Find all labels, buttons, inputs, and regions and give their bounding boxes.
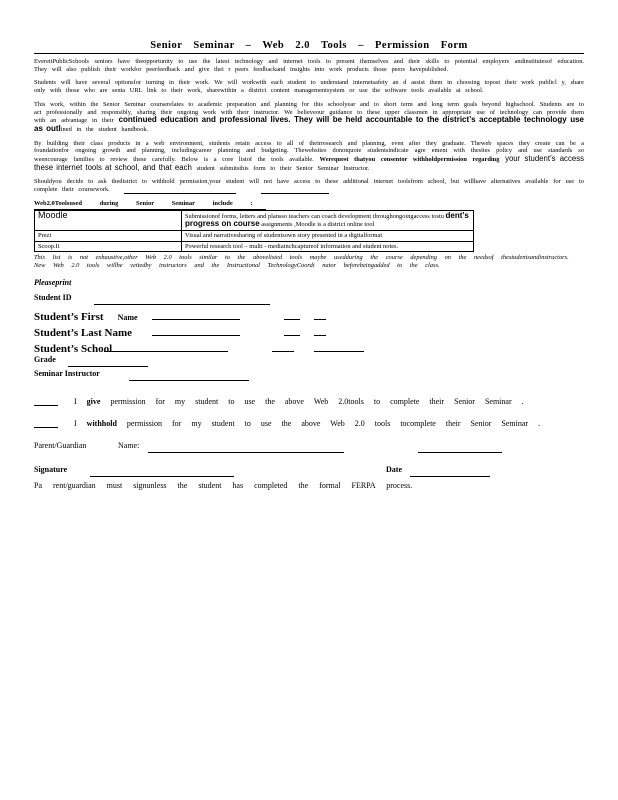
withhold-pronoun: I [74, 418, 77, 428]
blank-line [261, 193, 329, 194]
grade-field[interactable] [68, 366, 148, 367]
tools-heading: Web2.0Toolsused during Senior Seminar include : [34, 200, 266, 210]
last-name-field[interactable] [152, 335, 240, 336]
tool-description [182, 210, 474, 230]
first-name-label-small: Name [117, 312, 138, 322]
first-name-field[interactable] [152, 319, 240, 320]
give-permission-checkbox[interactable] [34, 405, 58, 406]
student-id-label: Student ID [34, 292, 72, 302]
table-row [35, 210, 474, 230]
student-id-row [34, 293, 584, 307]
table-row [35, 231, 474, 242]
withhold-label: withhold [86, 418, 117, 428]
school-label: Student’s School [34, 342, 113, 355]
signature-field[interactable] [90, 476, 234, 477]
disclaimer: This list is not exhaustive,other Web 2.0 tools similar to the abovelisted tools maybe usedduring the course depending on the needsof thestudentsandinstructors. New Web 2.0 tools willbe vettedby instructors and the Instructional TechnologyCoordi nator beforebeingadded to the class. [34, 254, 569, 269]
web-environment-text: By building their class products in a web environment, students retain access to all of theirresearch and planning, even after they graduate. Theweb spaces they create can be a foundationfor ongoing growth and planning, includingcareer planning and budgeting. Thewebsites donotquote studentsindicate agre ement with thesites policy and use standards so weencourage families to review these carefully. Below is a core listof the tools available. [34, 139, 584, 164]
tool-description-text: Submissionof forms, letters and plansso teachers can coach development throughongoingaccess tostu [185, 212, 444, 220]
withhold-paragraph-text: Shouldyou decide to ask thedistrict to withhold permission,your student will not have access to these additional internet toolsfrom school, but willhave alternatives available for use to complete their coursework. [34, 178, 584, 194]
first-name-label: Student’s First [34, 310, 104, 323]
seminar-paragraph-text: This work, within the Senior Seminar courserelates to academic preparation and planning for this schoolyear and to short term and long term goals beyond highschool. Students are to act professionally and responsibly, sharing their ongoing work with their instructor. We believeour guidance to these upper classmen in appropriate use of technology can provide them with an advantage in their [34, 100, 584, 125]
date-label: Date [386, 464, 402, 474]
tool-name: Prezi [35, 231, 182, 242]
grade-label: Grade [34, 354, 56, 364]
instructor-field[interactable] [129, 380, 249, 381]
page-title: Senior Seminar – Web 2.0 Tools – Permission Form [150, 40, 468, 51]
please-print-label: Pleaseprint [34, 277, 72, 287]
blank-line [314, 319, 326, 320]
student-id-field[interactable] [94, 304, 270, 305]
grade-row [34, 355, 584, 369]
parent-name-field[interactable] [148, 452, 344, 453]
instructor-label: Seminar Instructor [34, 368, 100, 378]
parent-guardian-label: Parent/Guardian [34, 440, 87, 450]
consent-request-text: Werequest thatyou consentor withholdpermission regarding [319, 156, 500, 164]
blank-line [284, 335, 300, 336]
signature-label: Signature [34, 464, 68, 474]
blank-line [314, 335, 326, 336]
give-pronoun: I [74, 396, 77, 406]
tool-name: Scoop.It [35, 241, 182, 252]
last-name-row [34, 323, 584, 339]
signature-row [34, 465, 584, 481]
blank-line [124, 193, 236, 194]
parent-name-label: Name: [118, 440, 140, 450]
tool-description: Powerful research tool – multi - mediainchcaptureof information and student notes. [182, 241, 474, 252]
give-label: give [86, 396, 101, 406]
withhold-permission-text: permission for my student to use the above Web 2.0 tools tocomplete their Senior Seminar . [126, 418, 541, 428]
seminar-paragraph-end: ined in the student handbook. [60, 125, 149, 133]
table-row [35, 241, 474, 252]
web-environment-paragraph [34, 140, 584, 173]
give-permission-text: permission for my student to use the above Web 2.0tools to complete their Senior Seminar . [110, 396, 524, 406]
blank-line [284, 319, 300, 320]
access-text: your student’s access these internet tools at school, and that each [34, 154, 584, 172]
tool-description-emphasis: dent’s progress on course [185, 210, 469, 229]
withhold-paragraph [34, 178, 584, 193]
tools-table [34, 210, 474, 252]
withhold-permission-row [34, 419, 584, 441]
tool-name: Moodle [35, 210, 182, 230]
school-row [34, 339, 584, 355]
tool-description-text: assignments ,Moodle is a district online tool [261, 221, 375, 229]
intro-paragraph: EverettPublicSchools seniors have theopportunity to use the latest technology and internet tools to present themselves and their skills to potential employers andinstitutesof education. They will also publish their workfor peerfeedback and give thei r peers feedbackand insights into work products those peers havepublished. [34, 58, 584, 73]
blank-line [314, 351, 364, 352]
last-name-label: Student’s Last Name [34, 326, 132, 339]
blank-line [418, 452, 502, 453]
blank-line [272, 351, 294, 352]
accountability-text: continued education and professional lives. They will be held accountable to the district’s acceptable technology use as outl [34, 115, 584, 133]
give-permission-row [34, 397, 584, 419]
school-field[interactable] [104, 351, 228, 352]
title-rule [34, 53, 584, 54]
tool-description: Visual and narrativesharing of studentsown story presented in a digitalformat [182, 231, 474, 242]
ferpa-note: Pa rent/guardian must signunless the student has completed the formal FERPA process. [34, 480, 413, 490]
date-field[interactable] [410, 476, 490, 477]
first-name-row [34, 307, 584, 323]
withhold-permission-checkbox[interactable] [34, 427, 58, 428]
instructor-row [34, 369, 584, 397]
submit-form-text: student submitsthis form to their Senior Seminar Instructor. [196, 164, 370, 172]
options-paragraph: Students will have several optionsfor turning in their work. We will workwith each student to understand internetsafety an d assist them in choosing topost their work publicl y, share only with those who are senta URL link to their work, sharewithin a district content managementsystem or use the software tools available at school. [34, 79, 584, 95]
form-page [34, 40, 584, 490]
parent-name-row [34, 441, 584, 465]
seminar-paragraph [34, 101, 584, 134]
